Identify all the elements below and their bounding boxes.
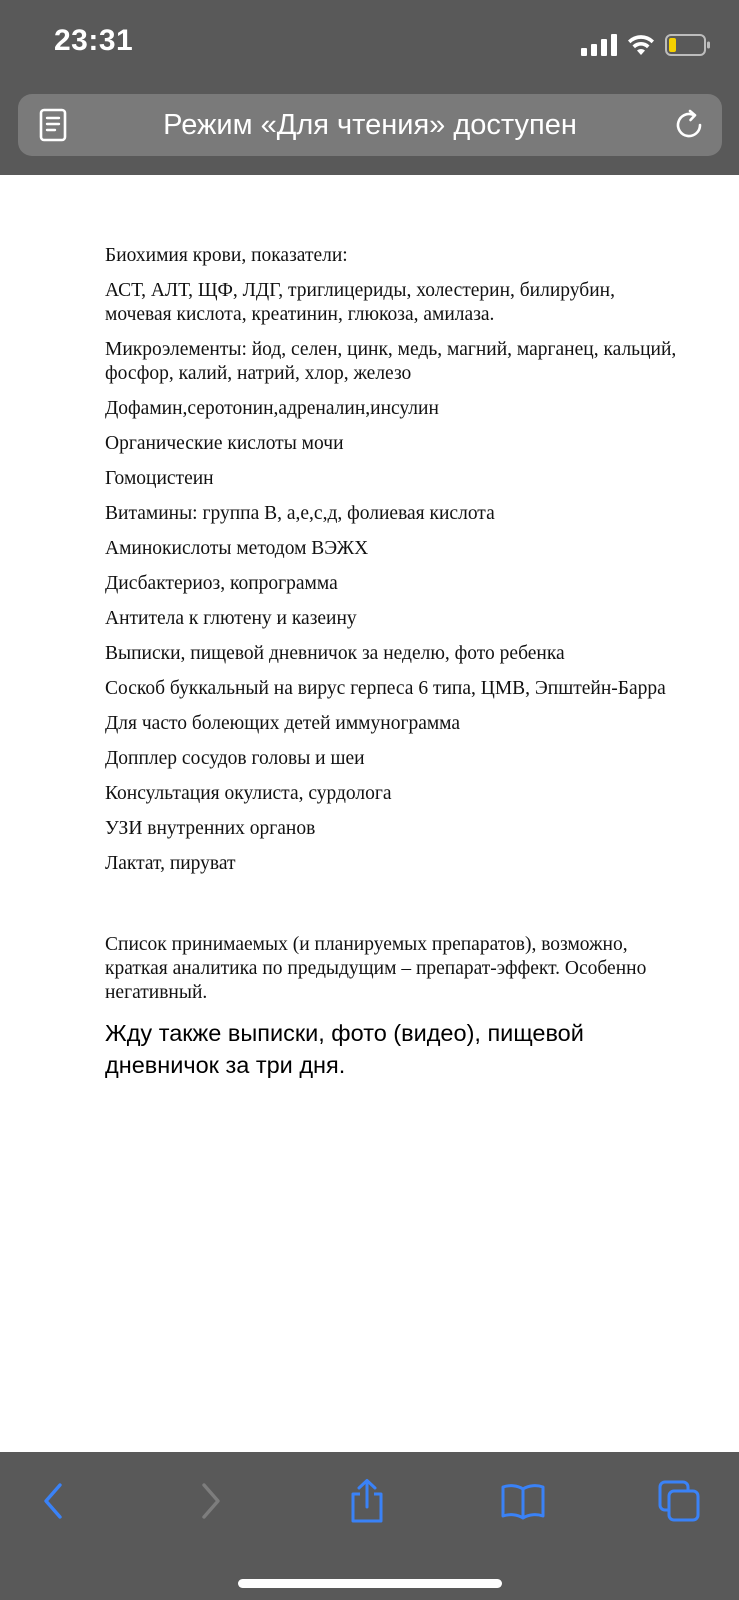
battery-low-icon	[665, 33, 711, 57]
bookmarks-button[interactable]	[498, 1476, 548, 1526]
list-item: Лактат, пируват	[105, 853, 236, 874]
list-item: Биохимия крови, показатели:	[105, 245, 348, 266]
list-item: АСТ, АЛТ, ЩФ, ЛДГ, триглицериды, холестерин, билирубин, мочевая кислота, креатинин, глюкоза, амилаза.	[105, 280, 615, 325]
list-item: Гомоцистеин	[105, 468, 214, 489]
status-icons	[581, 30, 711, 60]
list-item: Дофамин,серотонин,адреналин,инсулин	[105, 398, 439, 419]
forward-button[interactable]	[186, 1476, 236, 1526]
address-bar[interactable]	[18, 94, 722, 156]
back-button[interactable]	[28, 1476, 78, 1526]
list-item: Органические кислоты мочи	[105, 433, 344, 454]
spacer	[105, 887, 685, 933]
bookmarks-icon	[500, 1481, 546, 1521]
list-item: Витамины: группа В, а,е,с,д, фолиевая кислота	[105, 503, 495, 524]
list-item: Допплер сосудов головы и шеи	[105, 748, 365, 769]
top-bar	[0, 0, 739, 175]
home-indicator[interactable]	[238, 1579, 502, 1588]
reader-available-title[interactable]: Режим «Для чтения» доступен	[163, 109, 577, 141]
forward-icon	[196, 1481, 226, 1521]
tabs-icon	[657, 1479, 701, 1523]
status-time: 23:31	[54, 24, 134, 57]
list-item: Для часто болеющих детей иммунограмма	[105, 713, 461, 734]
reader-mode-icon[interactable]	[38, 108, 68, 142]
list-item: Антитела к глютену и казеину	[105, 608, 357, 629]
wifi-icon	[627, 34, 655, 56]
share-button[interactable]	[342, 1476, 392, 1526]
closing-note: Жду также выписки, фото (видео), пищевой дневничок за три дня.	[105, 1020, 584, 1078]
list-item: Консультация окулиста, сурдолога	[105, 783, 392, 804]
reload-icon[interactable]	[672, 108, 706, 142]
back-icon	[38, 1481, 68, 1521]
bottom-toolbar	[0, 1452, 739, 1600]
list-item: Выписки, пищевой дневничок за неделю, фото ребенка	[105, 643, 565, 664]
medication-summary: Список принимаемых (и планируемых препаратов), возможно, краткая аналитика по предыдущим – препарат-эффект. Особенно негативный.	[105, 934, 647, 1003]
list-item: Дисбактериоз, копрограмма	[105, 573, 338, 594]
list-item: Микроэлементы: йод, селен, цинк, медь, магний, марганец, кальций, фосфор, калий, натрий, хлор, железо	[105, 339, 677, 384]
share-icon	[347, 1478, 387, 1524]
cellular-signal-icon	[581, 34, 617, 56]
document-content	[105, 244, 685, 1092]
list-item: Соскоб буккальный на вирус герпеса 6 типа, ЦМВ, Эпштейн-Барра	[105, 678, 666, 699]
tabs-button[interactable]	[654, 1476, 704, 1526]
list-item: УЗИ внутренних органов	[105, 818, 316, 839]
list-item: Аминокислоты методом ВЭЖХ	[105, 538, 369, 559]
